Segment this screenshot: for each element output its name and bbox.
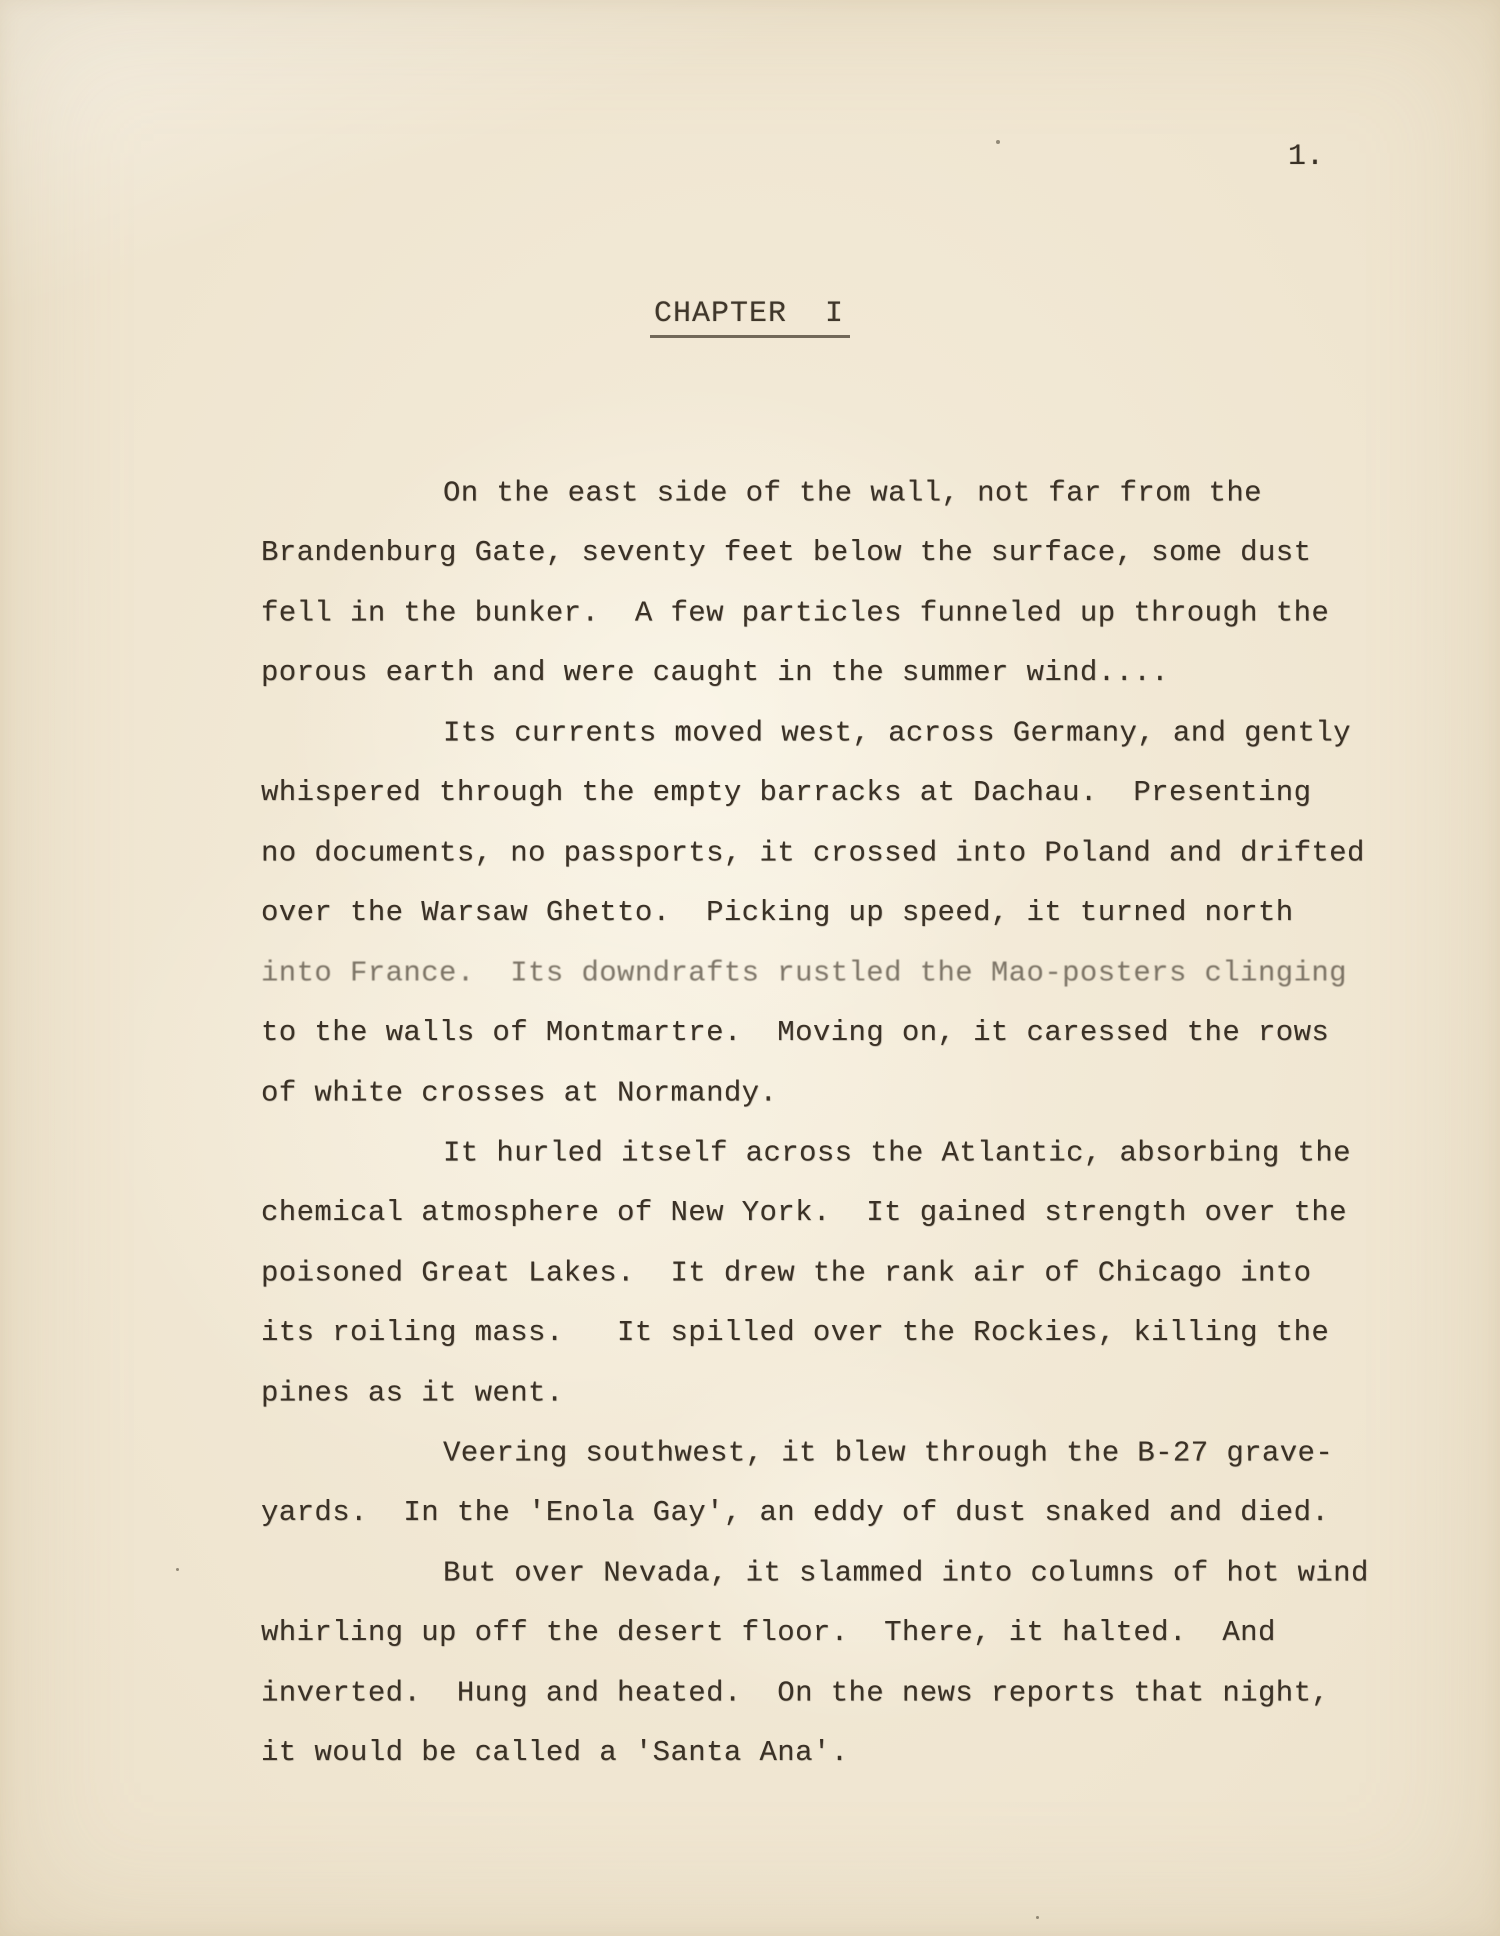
typed-line: fell in the bunker. A few particles funneled up through the — [261, 596, 1330, 630]
paragraph — [261, 1123, 1391, 1423]
typed-line: pines as it went. — [261, 1376, 564, 1410]
typed-line: it would be called a 'Santa Ana'. — [261, 1736, 849, 1769]
typed-line: whirling up off the desert floor. There, it halted. And — [261, 1616, 1276, 1649]
typed-line: yards. In the 'Enola Gay', an eddy of dust snaked and died. — [261, 1496, 1330, 1529]
paragraph — [261, 463, 1391, 703]
typed-line: On the east side of the wall, not far from the — [443, 476, 1262, 510]
typed-line: chemical atmosphere of New York. It gained strength over the — [261, 1196, 1347, 1229]
ink-speck — [996, 140, 1000, 144]
typed-line: to the walls of Montmartre. Moving on, it caressed the rows — [261, 1016, 1330, 1049]
typed-line: over the Warsaw Ghetto. Picking up speed, it turned north — [261, 896, 1294, 929]
chapter-heading-text: CHAPTER I — [650, 297, 850, 338]
typed-line: But over Nevada, it slammed into columns of hot wind — [443, 1556, 1369, 1590]
typed-line: Brandenburg Gate, seventy feet below the surface, some dust — [261, 536, 1312, 569]
paragraph — [261, 1423, 1391, 1543]
typed-line: whispered through the empty barracks at Dachau. Presenting — [261, 776, 1312, 809]
typed-line: poisoned Great Lakes. It drew the rank air of Chicago into — [261, 1256, 1312, 1290]
ink-speck — [176, 1568, 179, 1571]
typed-line: It hurled itself across the Atlantic, absorbing the — [443, 1136, 1351, 1170]
manuscript-body — [261, 463, 1391, 1783]
typed-line: porous earth and were caught in the summer wind.... — [261, 656, 1169, 689]
paragraph — [261, 1543, 1391, 1783]
typed-line: its roiling mass. It spilled over the Rockies, killing the — [261, 1316, 1330, 1349]
paragraph — [261, 703, 1391, 1123]
chapter-heading — [0, 297, 1500, 338]
ink-speck — [1036, 1916, 1039, 1919]
typed-line: inverted. Hung and heated. On the news reports that night, — [261, 1676, 1330, 1710]
page-number: 1. — [1288, 140, 1325, 174]
typed-line: of white crosses at Normandy. — [261, 1076, 778, 1110]
typed-line: Veering southwest, it blew through the B-27 grave- — [443, 1436, 1334, 1470]
typed-line: no documents, no passports, it crossed into Poland and drifted — [261, 836, 1365, 870]
typed-line: Its currents moved west, across Germany, and gently — [443, 716, 1351, 750]
typed-line: into France. Its downdrafts rustled the Mao-posters clinging — [261, 956, 1347, 990]
